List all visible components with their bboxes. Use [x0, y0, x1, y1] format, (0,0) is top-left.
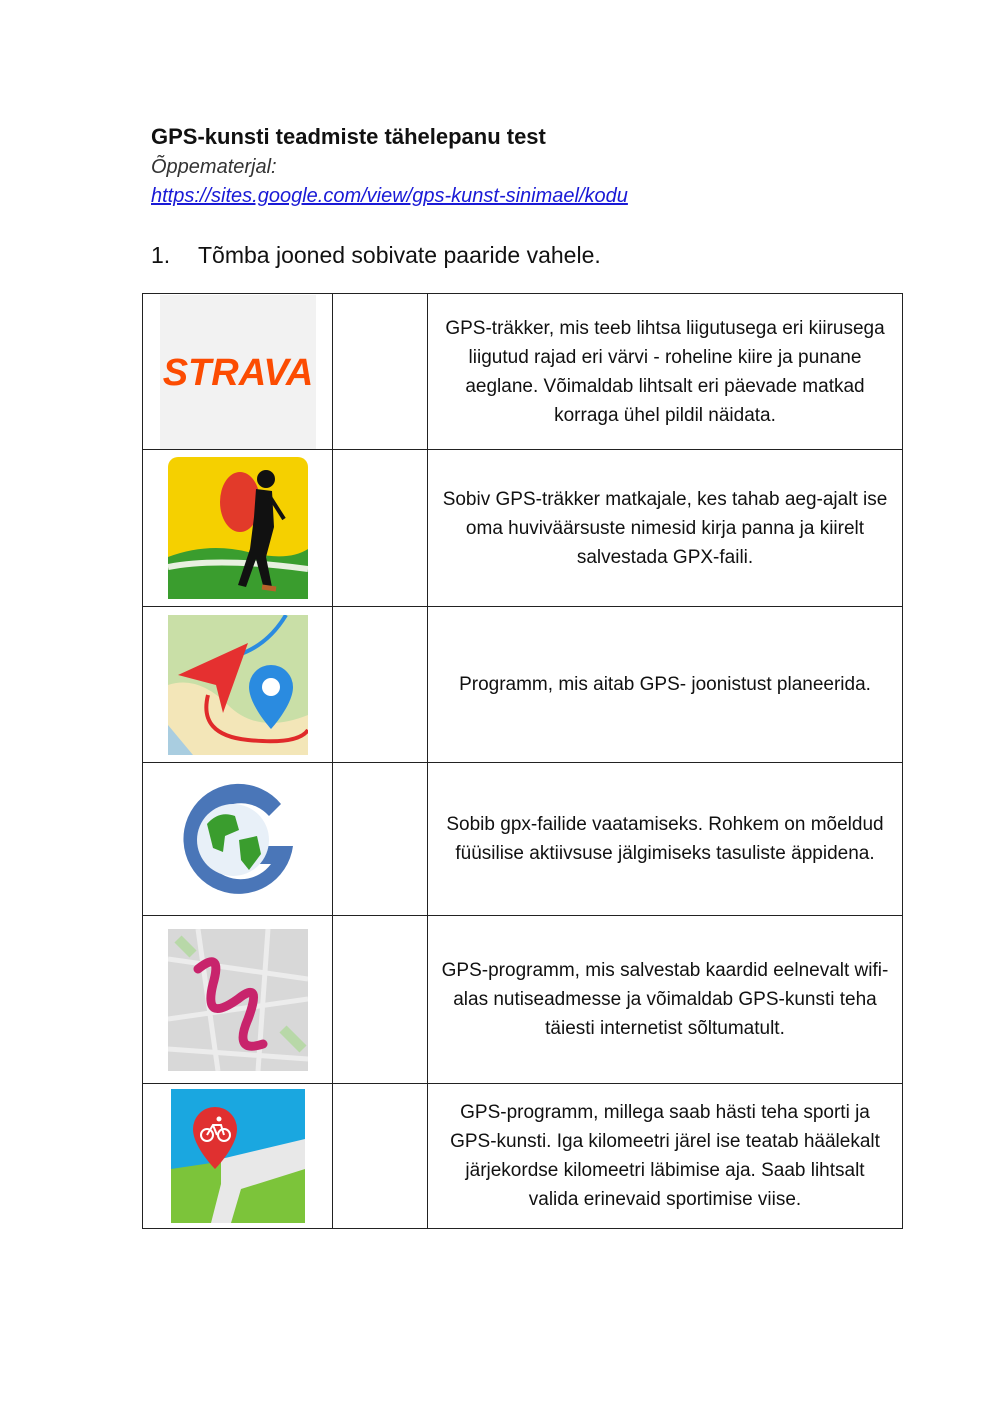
question-number: 1.	[151, 242, 171, 268]
icon-cell	[143, 1084, 333, 1229]
table-row	[143, 450, 903, 607]
matching-table	[142, 293, 903, 1229]
table-row	[143, 1084, 903, 1229]
table-row	[143, 763, 903, 916]
icon-cell	[143, 294, 333, 450]
description-cell: Sobiv GPS-träkker matkajale, kes tahab aeg-ajalt ise oma huviväärsuste nimesid kirja panna ja kiirelt salvestada GPX-faili.	[428, 450, 903, 607]
icon-cell	[143, 607, 333, 763]
bike-map-pin-icon	[171, 1089, 305, 1223]
connect-cell[interactable]	[333, 450, 428, 607]
icon-cell	[143, 763, 333, 916]
connect-cell[interactable]	[333, 916, 428, 1084]
strava-logo-icon	[160, 295, 316, 449]
table-row	[143, 607, 903, 763]
description-cell: GPS-programm, millega saab hästi teha sporti ja GPS-kunsti. Iga kilomeetri järel ise teatab häälekalt järjekordse kilomeetri läbimise aja. Saab lihtsalt valida erinevaid sportimise viise.	[428, 1084, 903, 1229]
strava-logo-text: STRAVA	[162, 351, 313, 394]
question-1	[151, 242, 601, 269]
material-label: Õppematerjal:	[151, 156, 277, 178]
question-text: Tõmba jooned sobivate paaride vahele.	[198, 242, 601, 268]
material-link[interactable]: https://sites.google.com/view/gps-kunst-sinimael/kodu	[151, 185, 628, 207]
description-cell: Sobib gpx-failide vaatamiseks. Rohkem on mõeldud füüsilise aktiivsuse jälgimiseks tasuliste äppidena.	[428, 763, 903, 916]
squiggle-map-icon	[168, 929, 308, 1071]
page-title: GPS-kunsti teadmiste tähelepanu test	[151, 124, 546, 149]
hiker-app-icon	[168, 457, 308, 599]
route-planner-map-icon	[168, 615, 308, 755]
icon-cell	[143, 450, 333, 607]
connect-cell[interactable]	[333, 763, 428, 916]
description-cell: GPS-programm, mis salvestab kaardid eelnevalt wifi-alas nutiseadmesse ja võimaldab GPS-kunsti teha täiesti internetist sõltumatult.	[428, 916, 903, 1084]
globe-g-logo-icon	[173, 774, 303, 904]
connect-cell[interactable]	[333, 607, 428, 763]
connect-cell[interactable]	[333, 1084, 428, 1229]
description-cell: GPS-träkker, mis teeb lihtsa liigutusega eri kiirusega liigutud rajad eri värvi - roheline kiire ja punane aeglane. Võimaldab lihtsalt eri päevade matkad korraga ühel pildil näidata.	[428, 294, 903, 450]
table-row	[143, 916, 903, 1084]
table-row	[143, 294, 903, 450]
description-cell: Programm, mis aitab GPS- joonistust planeerida.	[428, 607, 903, 763]
connect-cell[interactable]	[333, 294, 428, 450]
icon-cell	[143, 916, 333, 1084]
